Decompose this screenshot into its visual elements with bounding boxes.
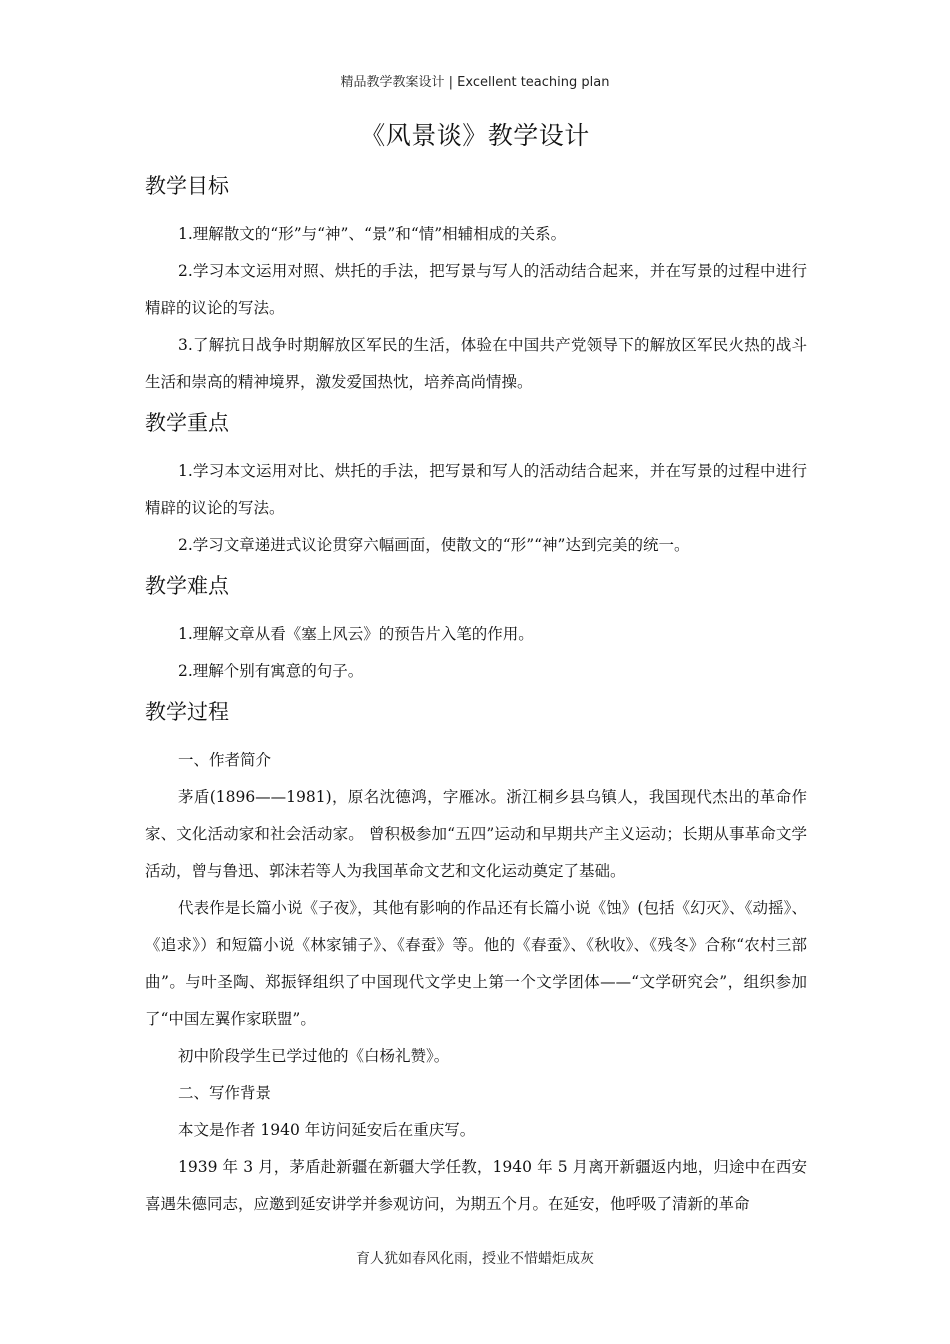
- paragraph: 1.理解散文的“形”与“神”、“景”和“情”相辅相成的关系。: [178, 225, 567, 243]
- subheading: 二、写作背景: [178, 1084, 272, 1102]
- paragraph: 初中阶段学生已学过他的《白杨礼赞》。: [178, 1047, 450, 1065]
- section-heading: 教学重点: [145, 411, 229, 435]
- section-objectives: [145, 168, 807, 401]
- paragraph: 1.理解文章从看《塞上风云》的预告片入笔的作用。: [178, 625, 534, 643]
- paragraph: 1.学习本文运用对比、烘托的手法，把写景和写人的活动结合起来，并在写景的过程中进行精辟的议论的写法。: [145, 462, 807, 517]
- paragraph: 本文是作者 1940 年访问延安后在重庆写。: [178, 1121, 476, 1139]
- paragraph: 茅盾(1896——1981)，原名沈德鸿，字雁冰。浙江桐乡县乌镇人，我国现代杰出的革命作家、文化活动家和社会活动家。 曾积极参加“五四”运动和早期共产主义运动；长期从事革命文学活动，曾与鲁迅、郭沫若等人为我国革命文艺和文化运动奠定了基础。: [145, 788, 807, 880]
- section-difficulties: [145, 568, 807, 690]
- section-process: [145, 694, 807, 1223]
- paragraph: 2.学习本文运用对照、烘托的手法，把写景与写人的活动结合起来，并在写景的过程中进行精辟的议论的写法。: [145, 262, 807, 317]
- subheading: 一、作者简介: [178, 751, 272, 769]
- document-title: 《风景谈》教学设计: [360, 121, 590, 150]
- paragraph: 3.了解抗日战争时期解放区军民的生活，体验在中国共产党领导下的解放区军民火热的战斗生活和崇高的精神境界，激发爱国热忱，培养高尚情操。: [145, 336, 807, 391]
- paragraph: 代表作是长篇小说《子夜》，其他有影响的作品还有长篇小说《蚀》(包括《幻灭》、《动摇》、《追求》）和短篇小说《林家铺子》、《春蚕》等。他的《春蚕》、《秋收》、《残冬》合称“农村三部曲”。与叶圣陶、郑振铎组织了中国现代文学史上第一个文学团体——“文学研究会”，组织参加了“中国左翼作家联盟”。: [145, 899, 807, 1028]
- section-heading: 教学过程: [145, 700, 229, 724]
- paragraph: 2.理解个别有寓意的句子。: [178, 662, 364, 680]
- section-key-points: [145, 405, 807, 564]
- paragraph: 1939 年 3 月，茅盾赴新疆在新疆大学任教，1940 年 5 月离开新疆返内地，归途中在西安喜遇朱德同志，应邀到延安讲学并参观访问，为期五个月。在延安，他呼吸了清新的革命: [145, 1158, 807, 1213]
- page-header: 精品教学教案设计 | Excellent teaching plan: [340, 75, 610, 90]
- section-heading: 教学难点: [145, 574, 229, 598]
- page-footer: 育人犹如春风化雨，授业不惜蜡炬成灰: [356, 1251, 594, 1267]
- paragraph: 2.学习文章递进式议论贯穿六幅画面，使散文的“形”“神”达到完美的统一。: [178, 536, 690, 554]
- section-heading: 教学目标: [145, 174, 229, 198]
- document-body: [145, 168, 807, 1223]
